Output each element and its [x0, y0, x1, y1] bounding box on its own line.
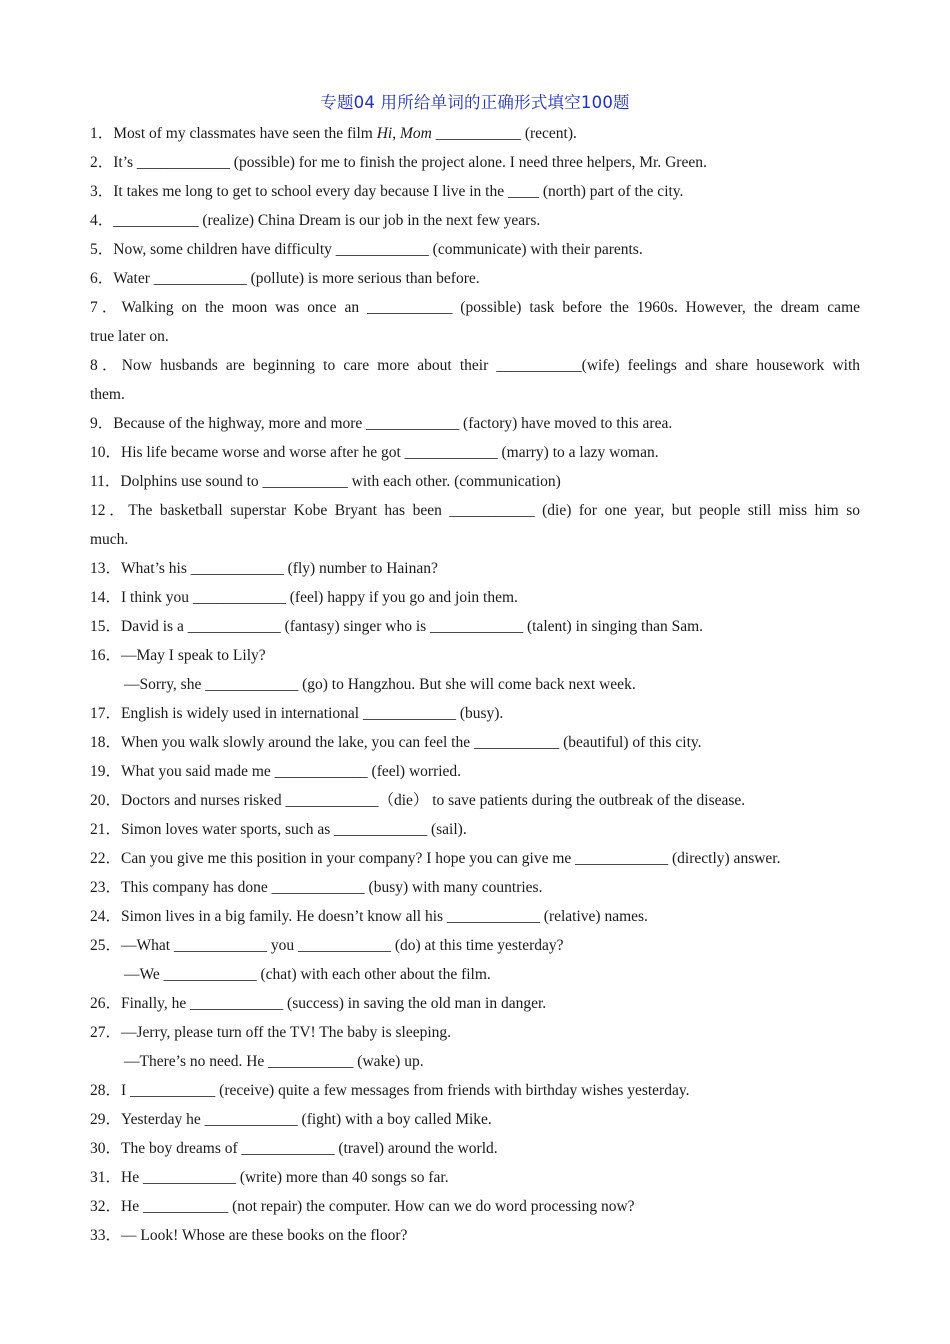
exercise-line: 3．It takes me long to get to school every day because I live in the ____ (north) part of the city. [90, 183, 684, 200]
exercise-line: 33．— Look! Whose are these books on the floor? [90, 1227, 408, 1244]
exercise-line: 9．Because of the highway, more and more ____________ (factory) have moved to this area. [90, 415, 673, 432]
exercise-line: 17．English is widely used in international ____________ (busy). [90, 705, 504, 722]
exercise-line: 6．Water ____________ (pollute) is more serious than before. [90, 270, 480, 287]
exercise-list [90, 119, 860, 1250]
exercise-line: 22．Can you give me this position in your company? I hope you can give me ____________ (directly) answer. [90, 850, 781, 867]
exercise-line: 16．—May I speak to Lily? [90, 647, 266, 664]
exercise-line: 24．Simon lives in a big family. He doesn’t know all his ____________ (relative) names. [90, 908, 648, 925]
exercise-line: 25．—What ____________ you ____________ (do) at this time yesterday? [90, 937, 564, 954]
exercise-line: 20．Doctors and nurses risked ____________（die） to save patients during the outbreak of the disease. [90, 792, 746, 809]
exercise-line: 29．Yesterday he ____________ (fight) with a boy called Mike. [90, 1111, 492, 1128]
exercise-line: 30．The boy dreams of ____________ (travel) around the world. [90, 1140, 498, 1157]
exercise-line: 27．—Jerry, please turn off the TV! The baby is sleeping. [90, 1024, 452, 1041]
exercise-line: 1．Most of my classmates have seen the film Hi, Mom ___________ (recent). [90, 125, 577, 142]
exercise-line: 7．Walking on the moon was once an ___________ (possible) task before the 1960s. However, the dream came [90, 299, 860, 316]
exercise-line: 11．Dolphins use sound to ___________ with each other. (communication) [90, 473, 561, 490]
exercise-line: true later on. [90, 328, 169, 345]
exercise-line: 12．The basketball superstar Kobe Bryant has been ___________ (die) for one year, but people still miss him so [90, 502, 860, 519]
exercise-line: —There’s no need. He ___________ (wake) up. [124, 1053, 424, 1070]
exercise-line: 8．Now husbands are beginning to care more about their ___________(wife) feelings and share housework with [90, 357, 860, 374]
exercise-line: —We ____________ (chat) with each other about the film. [124, 966, 491, 983]
exercise-line: 15．David is a ____________ (fantasy) singer who is ____________ (talent) in singing than Sam. [90, 618, 704, 635]
exercise-line: 21．Simon loves water sports, such as ____________ (sail). [90, 821, 467, 838]
exercise-line: 19．What you said made me ____________ (feel) worried. [90, 763, 462, 780]
exercise-line: 23．This company has done ____________ (busy) with many countries. [90, 879, 543, 896]
exercise-line: much. [90, 531, 129, 548]
exercise-line: 14．I think you ____________ (feel) happy if you go and join them. [90, 589, 518, 606]
exercise-line: 2．It’s ____________ (possible) for me to finish the project alone. I need three helpers, Mr. Green. [90, 154, 707, 171]
page-title: 专题04 用所给单词的正确形式填空100题 [320, 93, 630, 112]
exercise-line: 32．He ___________ (not repair) the computer. How can we do word processing now? [90, 1198, 635, 1215]
exercise-line: 10．His life became worse and worse after he got ____________ (marry) to a lazy woman. [90, 444, 659, 461]
exercise-line: 4．___________ (realize) China Dream is our job in the next few years. [90, 212, 541, 229]
exercise-line: 31．He ____________ (write) more than 40 songs so far. [90, 1169, 449, 1186]
exercise-line: 26．Finally, he ____________ (success) in saving the old man in danger. [90, 995, 547, 1012]
exercise-line: 18．When you walk slowly around the lake, you can feel the ___________ (beautiful) of this city. [90, 734, 702, 751]
exercise-line: them. [90, 386, 125, 403]
exercise-line: 13．What’s his ____________ (fly) number to Hainan? [90, 560, 438, 577]
exercise-line: 28．I ___________ (receive) quite a few messages from friends with birthday wishes yesterday. [90, 1082, 690, 1099]
exercise-line: —Sorry, she ____________ (go) to Hangzhou. But she will come back next week. [124, 676, 636, 693]
film-title: Hi, Mom [376, 125, 432, 142]
exercise-line: 5．Now, some children have difficulty ____________ (communicate) with their parents. [90, 241, 643, 258]
